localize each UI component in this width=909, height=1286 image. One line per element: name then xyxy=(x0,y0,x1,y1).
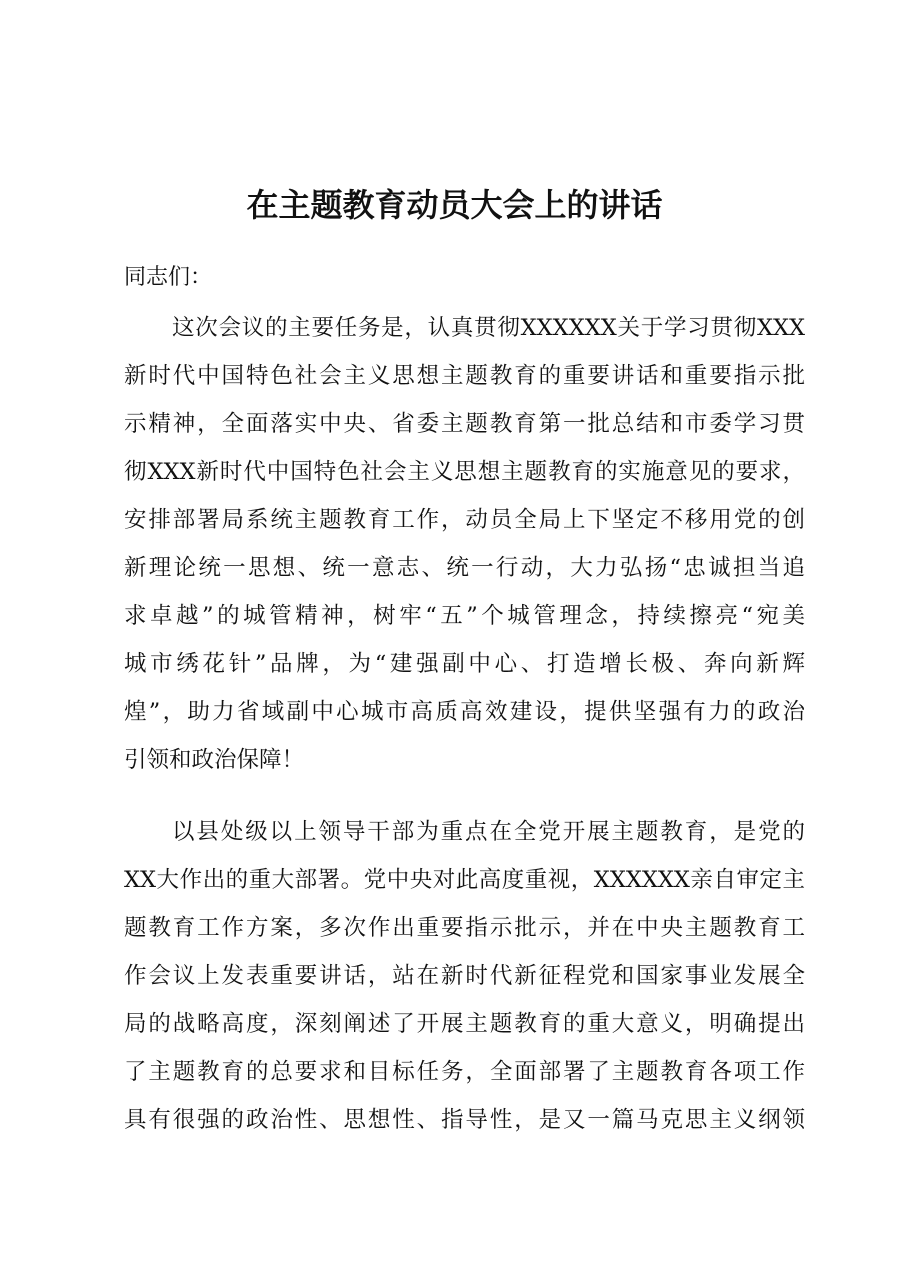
paragraph-2-line: 了主题教育的总要求和目标任务，全面部署了主题教育各项工作 xyxy=(124,1059,805,1085)
salutation: 同志们： xyxy=(124,265,213,290)
paragraph-1-line: 安排部署局系统主题教育工作，动员全局上下坚定不移用党的创 xyxy=(124,507,805,533)
paragraph-1-line: 煌”，助力省域副中心城市高质高效建设，提供坚强有力的政治 xyxy=(124,699,805,725)
paragraph-1-line: 新时代中国特色社会主义思想主题教育的重要讲话和重要指示批 xyxy=(124,363,805,389)
paragraph-2-line: 题教育工作方案，多次作出重要指示批示，并在中央主题教育工 xyxy=(124,915,805,941)
paragraph-1-line: 这次会议的主要任务是，认真贯彻XXXXXX关于学习贯彻XXX xyxy=(172,315,805,341)
document-title: 在主题教育动员大会上的讲话 xyxy=(246,186,663,224)
paragraph-1-line: 求卓越”的城管精神，树牢“五”个城管理念，持续擦亮“宛美 xyxy=(124,603,805,629)
paragraph-2-line: 作会议上发表重要讲话，站在新时代新征程党和国家事业发展全 xyxy=(124,963,805,989)
paragraph-2-line: 以县处级以上领导干部为重点在全党开展主题教育，是党的 xyxy=(172,819,805,845)
paragraph-1-line: 引领和政治保障！ xyxy=(124,747,305,773)
paragraph-2-line: XX大作出的重大部署。党中央对此高度重视，XXXXXX亲自审定主 xyxy=(124,867,805,893)
paragraph-1-line: 示精神，全面落实中央、省委主题教育第一批总结和市委学习贯 xyxy=(124,411,805,437)
paragraph-1-line: 新理论统一思想、统一意志、统一行动，大力弘扬“忠诚担当追 xyxy=(124,555,805,581)
paragraph-2-line: 具有很强的政治性、思想性、指导性，是又一篇马克思主义纲领 xyxy=(124,1107,805,1133)
paragraph-1-line: 彻XXX新时代中国特色社会主义思想主题教育的实施意见的要求， xyxy=(124,459,805,485)
paragraph-2-line: 局的战略高度，深刻阐述了开展主题教育的重大意义，明确提出 xyxy=(124,1011,805,1037)
paragraph-1-line: 城市绣花针”品牌，为“建强副中心、打造增长极、奔向新辉 xyxy=(124,651,805,677)
